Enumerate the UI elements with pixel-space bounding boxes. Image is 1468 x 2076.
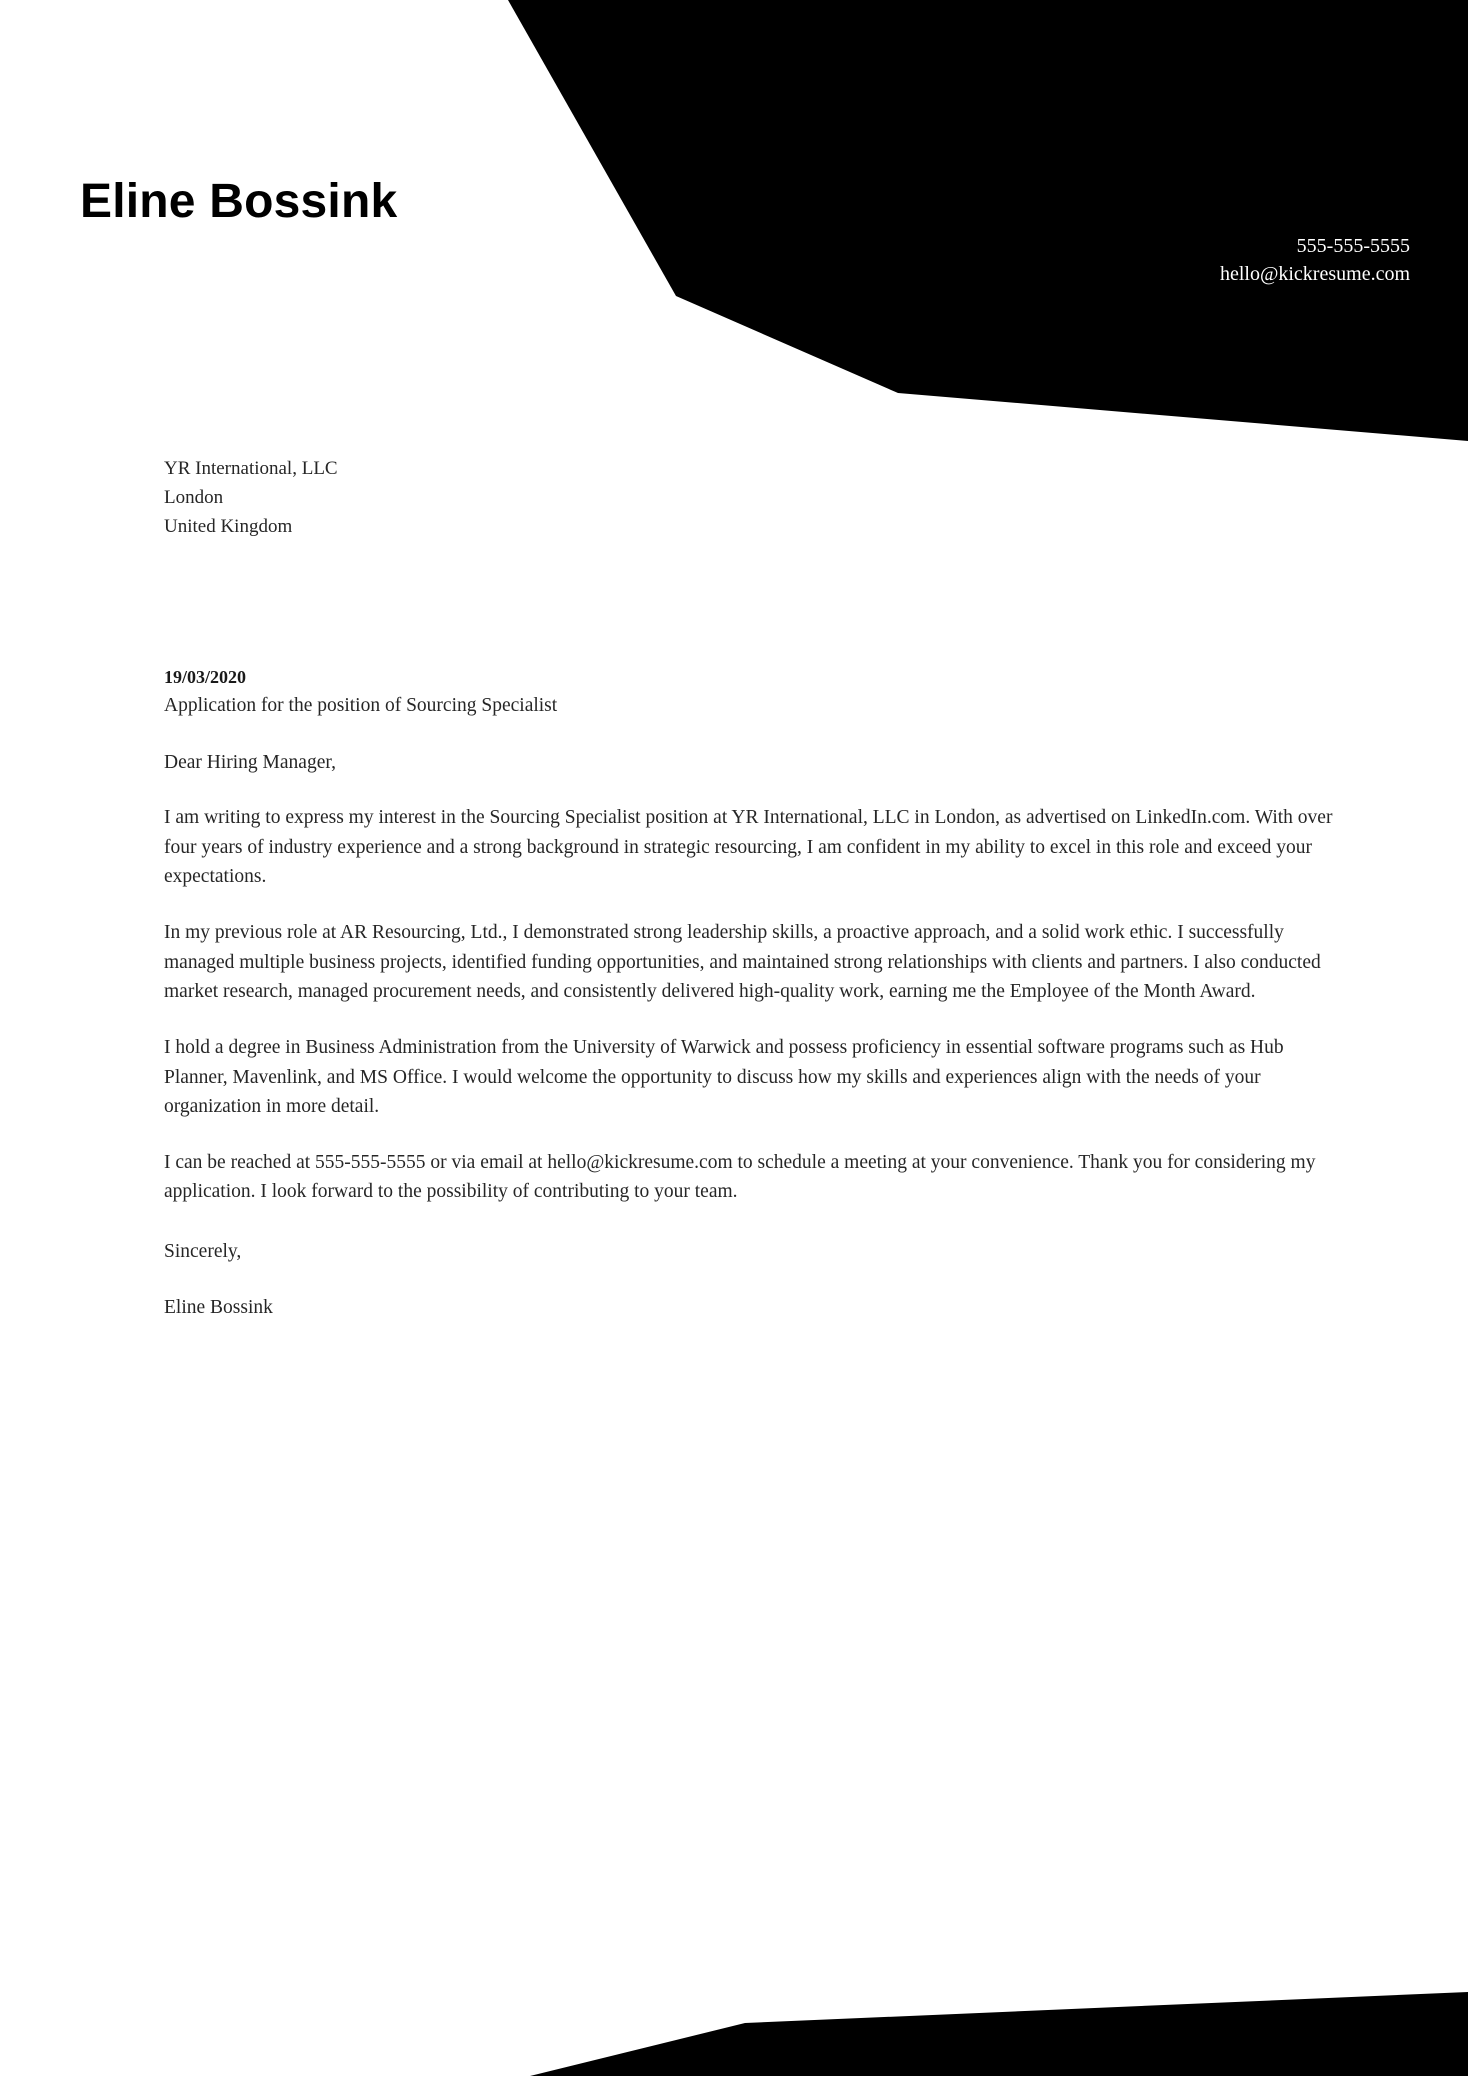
letter-body bbox=[164, 455, 1349, 1323]
recipient-city: London bbox=[164, 486, 224, 508]
letter-closing: Sincerely, bbox=[164, 1241, 242, 1262]
letter-paragraph: I can be reached at 555-555-5555 or via email at hello@kickresume.com to schedule a meeting at your convenience. Thank you for considering my application. I look forward to the possibility of contributing to your team. bbox=[164, 1151, 1316, 1203]
letter-salutation: Dear Hiring Manager, bbox=[164, 751, 336, 773]
recipient-company: YR International, LLC bbox=[164, 458, 338, 479]
letter-paragraph: I hold a degree in Business Administration from the University of Warwick and possess proficiency in essential software programs such as Hub Planner, Mavenlink, and MS Office. I would welcome the opportunity to discuss how my skills and experiences align with the needs of your organization in more detail. bbox=[164, 1036, 1284, 1118]
letter-content bbox=[164, 664, 1349, 1323]
letter-paragraph: I am writing to express my interest in the Sourcing Specialist position at YR International, LLC in London, as advertised on LinkedIn.com. With over four years of industry experience and a strong background in strategic resourcing, I am confident in my ability to excel in this role and exceed your expectations. bbox=[164, 807, 1333, 888]
page-title: Eline Bossink bbox=[80, 175, 398, 228]
header-accent-shape bbox=[0, 0, 1468, 460]
contact-email: hello@kickresume.com bbox=[1219, 263, 1410, 286]
letter-date: 19/03/2020 bbox=[164, 666, 247, 687]
letter-paragraph: In my previous role at AR Resourcing, Ltd., I demonstrated strong leadership skills, a proactive approach, and a solid work ethic. I successfully managed multiple business projects, identified funding opportunities, and maintained strong relationships with clients and partners. I also conducted market research, managed procurement needs, and consistently delivered high-quality work, earning me the Employee of the Month Award. bbox=[164, 922, 1321, 1003]
contact-info bbox=[1220, 232, 1410, 289]
recipient-country: United Kingdom bbox=[164, 515, 293, 537]
contact-phone: 555-555-5555 bbox=[1296, 235, 1410, 257]
letter-signature: Eline Bossink bbox=[164, 1297, 273, 1319]
recipient-address bbox=[164, 455, 1349, 542]
letter-subject: Application for the position of Sourcing Specialist bbox=[164, 694, 558, 716]
footer-accent-shape bbox=[0, 1966, 1468, 2076]
